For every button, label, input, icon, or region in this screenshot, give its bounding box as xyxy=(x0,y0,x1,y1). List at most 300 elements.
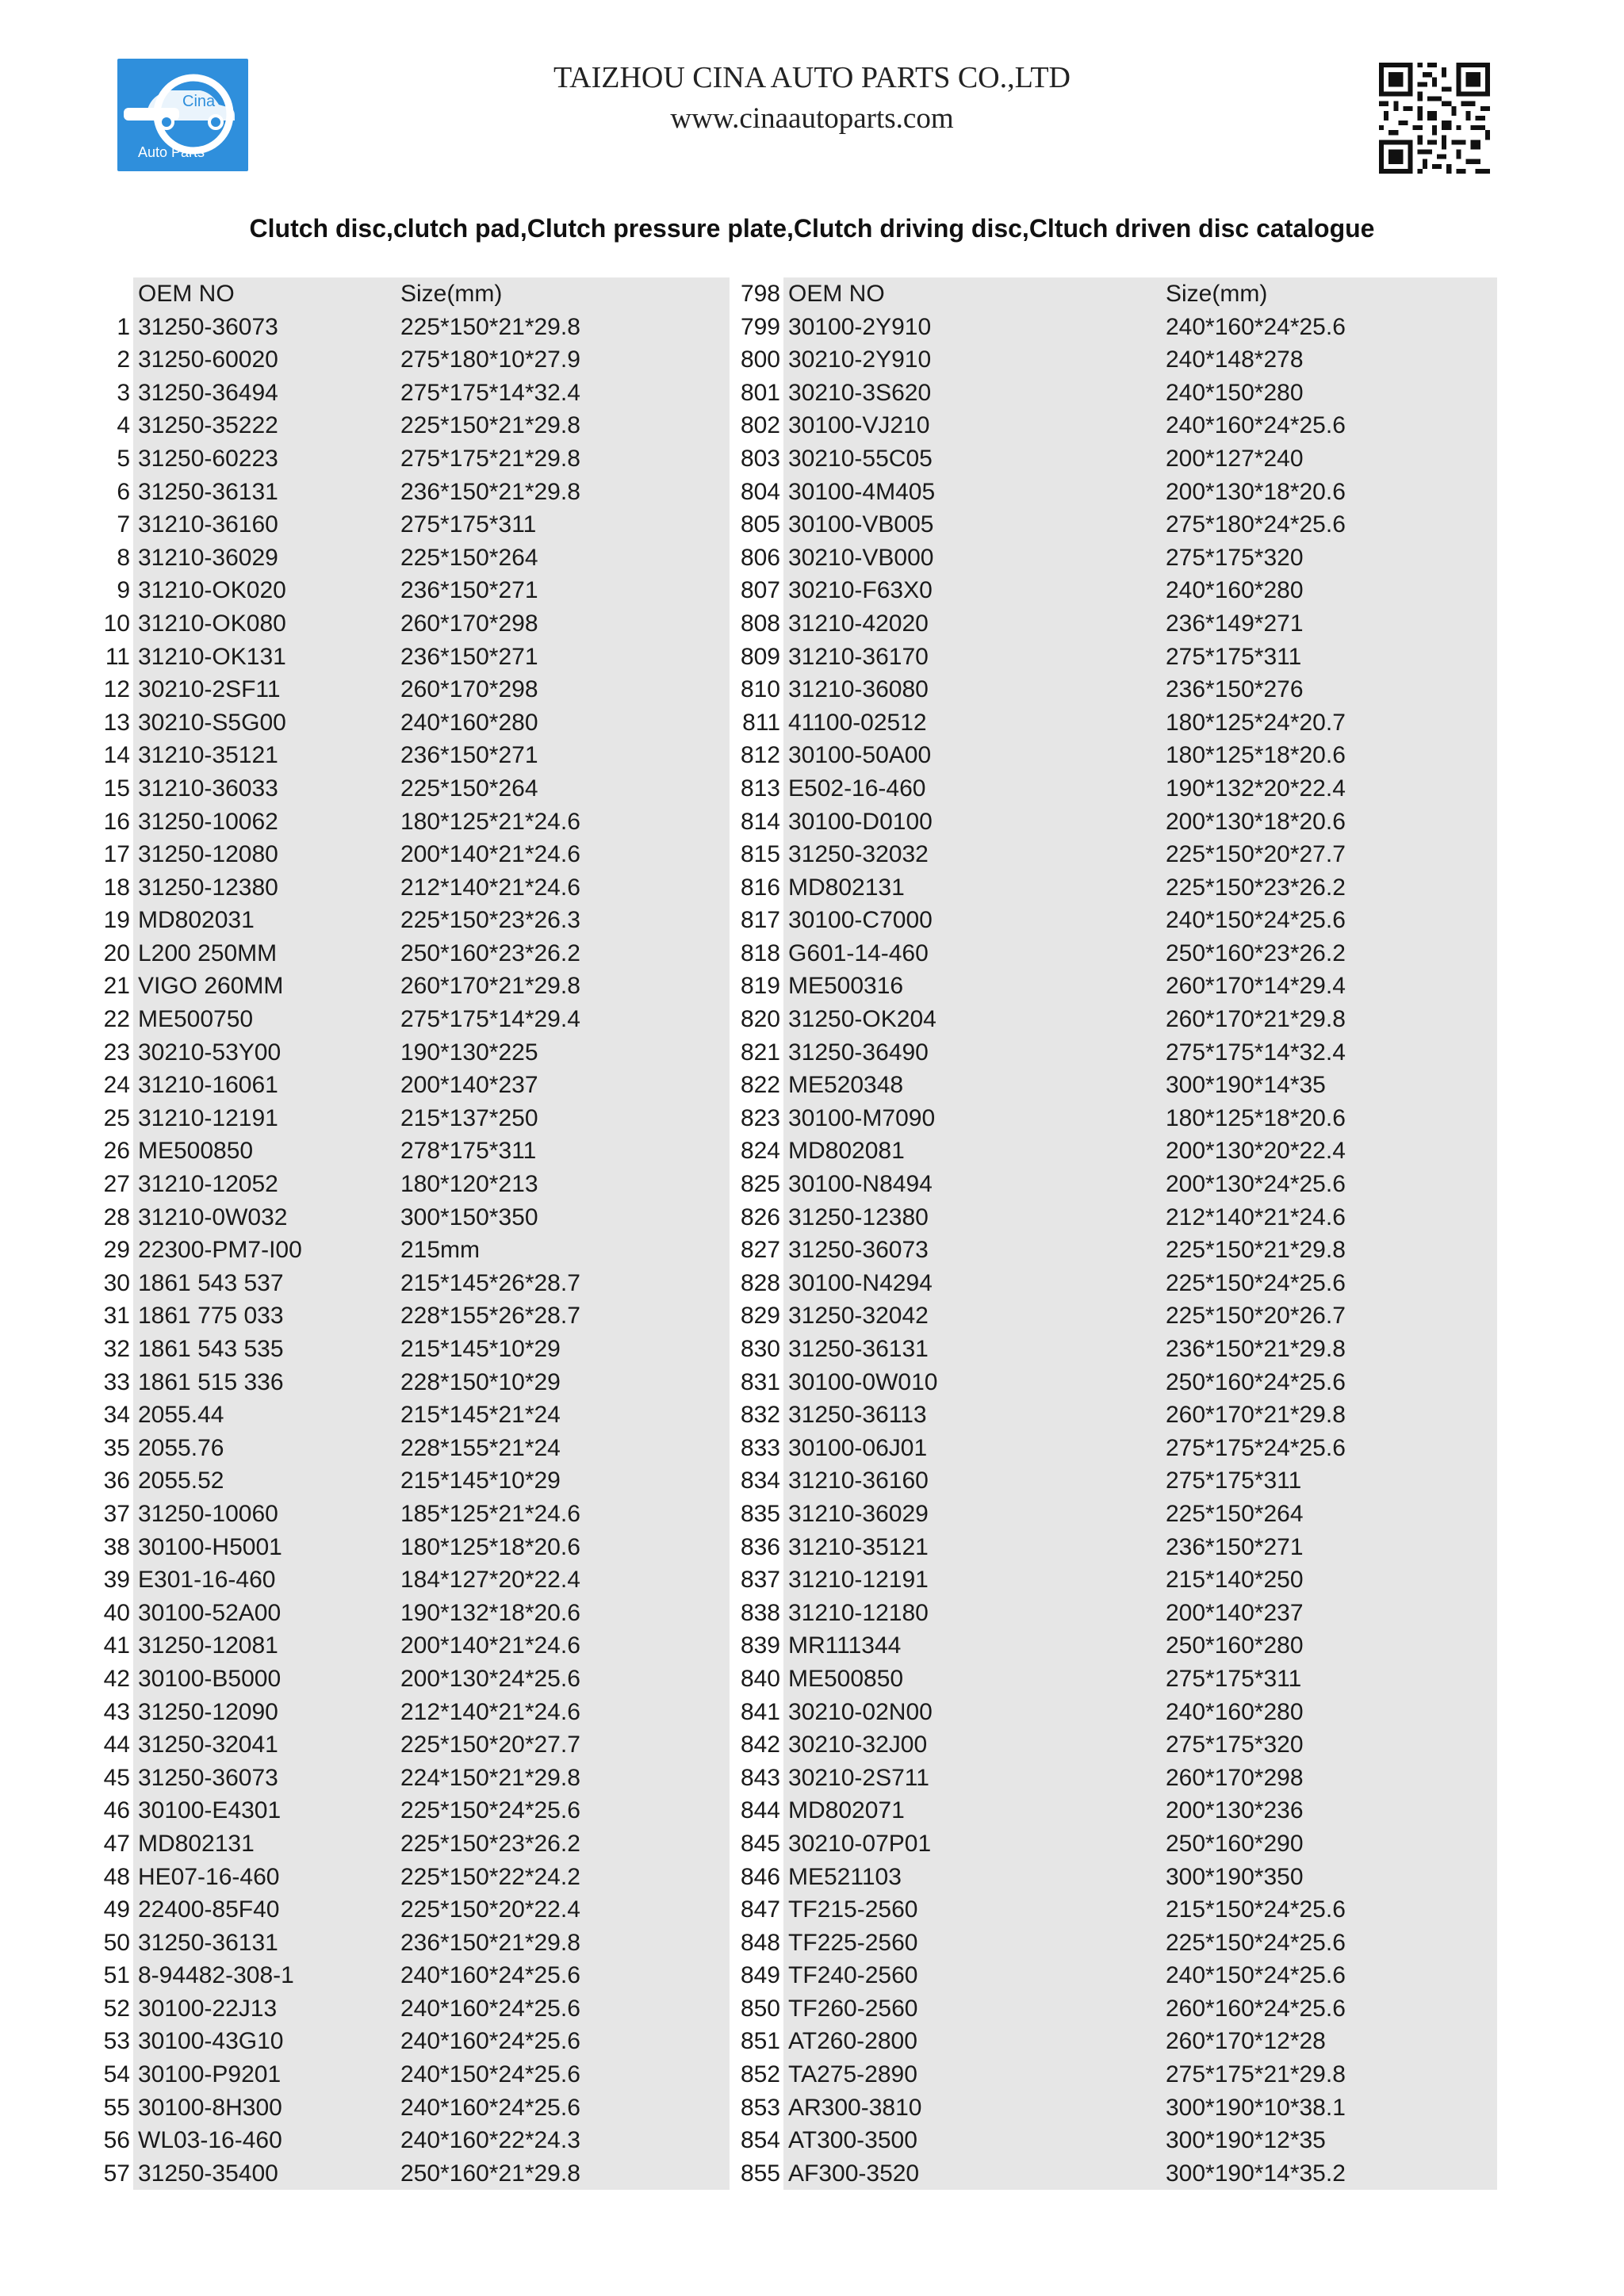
row-index: 8 xyxy=(117,544,130,571)
oem-number: 30100-H5001 xyxy=(138,1533,282,1560)
oem-number: 30100-22J13 xyxy=(138,1995,278,2022)
oem-number: MD802131 xyxy=(138,1830,255,1857)
row-index: 840 xyxy=(740,1665,780,1692)
row-index: 31 xyxy=(103,1303,130,1330)
row-index: 848 xyxy=(740,1929,780,1956)
oem-number: ME500316 xyxy=(788,973,904,1000)
size-value: 200*130*24*25.6 xyxy=(400,1665,580,1692)
row-index: 849 xyxy=(740,1962,780,1989)
oem-number: WL03-16-460 xyxy=(138,2127,282,2154)
size-value: 240*150*24*25.6 xyxy=(1166,1962,1346,1989)
row-index: 837 xyxy=(740,1567,780,1594)
oem-number: 30100-C7000 xyxy=(788,907,933,934)
size-value: 180*125*24*20.7 xyxy=(1166,709,1346,736)
row-index: 803 xyxy=(740,445,780,472)
size-value: 212*140*21*24.6 xyxy=(1166,1203,1346,1230)
size-value: 275*175*21*29.8 xyxy=(400,445,580,472)
row-index: 7 xyxy=(117,511,130,538)
size-value: 236*150*271 xyxy=(400,643,538,670)
size-value: 250*160*24*25.6 xyxy=(1166,1368,1346,1395)
oem-number: MD802081 xyxy=(788,1138,905,1165)
header-size: Size(mm) xyxy=(400,281,503,307)
row-index: 814 xyxy=(740,808,780,835)
row-index: 27 xyxy=(103,1171,130,1198)
oem-number: 31250-12081 xyxy=(138,1632,278,1659)
size-value: 200*140*21*24.6 xyxy=(400,1632,580,1659)
size-value: 240*148*278 xyxy=(1166,346,1304,373)
oem-number: 31210-OK020 xyxy=(138,577,286,604)
row-index: 33 xyxy=(103,1368,130,1395)
row-index: 825 xyxy=(740,1171,780,1198)
oem-number: TF260-2560 xyxy=(788,1995,918,2022)
size-value: 260*170*298 xyxy=(400,676,538,703)
size-value: 185*125*21*24.6 xyxy=(400,1500,580,1527)
row-index: 810 xyxy=(740,676,780,703)
oem-number: 31250-36494 xyxy=(138,379,278,406)
row-index: 836 xyxy=(740,1533,780,1560)
row-index: 53 xyxy=(103,2028,130,2055)
size-value: 275*175*14*32.4 xyxy=(400,379,580,406)
size-value: 260*170*298 xyxy=(400,610,538,637)
size-value: 180*125*18*20.6 xyxy=(400,1533,580,1560)
size-value: 225*150*21*29.8 xyxy=(1166,1237,1346,1264)
oem-number: ME500750 xyxy=(138,1006,254,1033)
size-value: 250*160*23*26.2 xyxy=(1166,939,1346,966)
oem-number: L200 250MM xyxy=(138,939,278,966)
row-index: 29 xyxy=(103,1237,130,1264)
oem-number: 31250-10060 xyxy=(138,1500,278,1527)
oem-number: AT300-3500 xyxy=(788,2127,917,2154)
size-value: 190*132*18*20.6 xyxy=(400,1599,580,1626)
row-index: 832 xyxy=(740,1402,780,1429)
row-index: 4 xyxy=(117,412,130,439)
row-index: 54 xyxy=(103,2061,130,2088)
size-value: 225*150*21*29.8 xyxy=(400,412,580,439)
row-index: 22 xyxy=(103,1006,130,1033)
oem-number: 31210-OK080 xyxy=(138,610,286,637)
oem-number: 30100-E4301 xyxy=(138,1797,282,1824)
oem-number: 31250-32042 xyxy=(788,1303,929,1330)
size-value: 275*175*320 xyxy=(1166,544,1304,571)
oem-number: 31250-12080 xyxy=(138,841,278,868)
oem-number: 30210-S5G00 xyxy=(138,709,286,736)
row-index: 841 xyxy=(740,1698,780,1725)
size-value: 180*125*18*20.6 xyxy=(1166,1104,1346,1131)
row-index: 843 xyxy=(740,1764,780,1791)
row-index: 853 xyxy=(740,2094,780,2121)
size-value: 240*160*24*25.6 xyxy=(1166,412,1346,439)
row-index: 21 xyxy=(103,973,130,1000)
size-value: 215*150*24*25.6 xyxy=(1166,1896,1346,1923)
size-value: 225*150*23*26.2 xyxy=(1166,874,1346,901)
size-value: 228*150*10*29 xyxy=(400,1368,561,1395)
size-value: 275*175*14*32.4 xyxy=(1166,1039,1346,1066)
oem-number: 31210-36029 xyxy=(138,544,278,571)
row-index: 15 xyxy=(103,775,130,802)
oem-number: 31250-12380 xyxy=(138,874,278,901)
company-website: www.cinaautoparts.com xyxy=(670,102,954,135)
row-index: 833 xyxy=(740,1434,780,1461)
oem-number: 31210-16061 xyxy=(138,1072,278,1099)
oem-number: 31210-OK131 xyxy=(138,643,286,670)
size-value: 240*150*280 xyxy=(1166,379,1304,406)
row-index: 5 xyxy=(117,445,130,472)
size-value: 225*150*264 xyxy=(400,544,538,571)
size-value: 240*160*22*24.3 xyxy=(400,2127,580,2154)
oem-number: 30100-VJ210 xyxy=(788,412,930,439)
size-value: 215*145*10*29 xyxy=(400,1336,561,1362)
size-value: 236*150*276 xyxy=(1166,676,1304,703)
oem-number: 30210-VB000 xyxy=(788,544,934,571)
size-value: 300*190*350 xyxy=(1166,1863,1304,1890)
row-index: 823 xyxy=(740,1104,780,1131)
oem-number: 31210-36170 xyxy=(788,643,929,670)
size-value: 278*175*311 xyxy=(400,1138,537,1165)
logo-text-bottom: Auto Parts xyxy=(138,144,205,160)
size-value: 275*180*10*27.9 xyxy=(400,346,580,373)
size-value: 200*140*237 xyxy=(1166,1599,1304,1626)
size-value: 250*160*290 xyxy=(1166,1830,1304,1857)
oem-number: 31210-35121 xyxy=(138,742,278,769)
size-value: 200*140*237 xyxy=(400,1072,538,1099)
oem-number: 31250-36490 xyxy=(788,1039,929,1066)
oem-number: 2055.76 xyxy=(138,1434,224,1461)
oem-number: 31250-36131 xyxy=(138,478,278,505)
oem-number: AT260-2800 xyxy=(788,2028,917,2055)
oem-number: 30100-M7090 xyxy=(788,1104,936,1131)
row-index: 807 xyxy=(740,577,780,604)
size-value: 212*140*21*24.6 xyxy=(400,1698,580,1725)
row-index: 19 xyxy=(103,907,130,934)
row-index: 844 xyxy=(740,1797,780,1824)
size-value: 184*127*20*22.4 xyxy=(400,1567,580,1594)
row-index: 851 xyxy=(740,2028,780,2055)
size-value: 275*175*311 xyxy=(1166,643,1302,670)
oem-number: AR300-3810 xyxy=(788,2094,922,2121)
row-index: 850 xyxy=(740,1995,780,2022)
row-index: 20 xyxy=(103,939,130,966)
row-index: 838 xyxy=(740,1599,780,1626)
oem-number: 1861 543 537 xyxy=(138,1269,284,1296)
row-index: 26 xyxy=(103,1138,130,1165)
size-value: 260*170*21*29.8 xyxy=(1166,1006,1346,1033)
size-value: 212*140*21*24.6 xyxy=(400,874,580,901)
oem-number: 30100-43G10 xyxy=(138,2028,284,2055)
row-index: 827 xyxy=(740,1237,780,1264)
oem-number: 1861 515 336 xyxy=(138,1368,284,1395)
size-value: 200*130*18*20.6 xyxy=(1166,808,1346,835)
oem-number: 31250-12380 xyxy=(788,1203,929,1230)
oem-number: 30210-2S711 xyxy=(788,1764,929,1791)
oem-number: 30100-B5000 xyxy=(138,1665,282,1692)
row-index: 25 xyxy=(103,1104,130,1131)
size-value: 260*170*14*29.4 xyxy=(1166,973,1346,1000)
size-value: 275*180*24*25.6 xyxy=(1166,511,1346,538)
size-value: 225*150*264 xyxy=(400,775,538,802)
oem-number: 30210-55C05 xyxy=(788,445,933,472)
size-value: 225*150*20*27.7 xyxy=(400,1732,580,1758)
row-index: 10 xyxy=(103,610,130,637)
row-index: 44 xyxy=(103,1732,130,1758)
oem-number: TA275-2890 xyxy=(788,2061,917,2088)
row-index: 34 xyxy=(103,1402,130,1429)
header-index: 798 xyxy=(740,281,780,307)
oem-number: 30100-N8494 xyxy=(788,1171,933,1198)
logo-text-top: Cina xyxy=(182,93,216,110)
oem-number: 31250-35400 xyxy=(138,2160,278,2187)
oem-number: AF300-3520 xyxy=(788,2160,920,2187)
header-oem-no: OEM NO xyxy=(788,281,885,307)
size-value: 225*150*24*25.6 xyxy=(400,1797,580,1824)
size-value: 215*145*10*29 xyxy=(400,1468,561,1494)
oem-number: 31250-36073 xyxy=(788,1237,929,1264)
oem-number: 31250-12090 xyxy=(138,1698,278,1725)
row-index: 800 xyxy=(740,346,780,373)
size-value: 215*145*26*28.7 xyxy=(400,1269,580,1296)
size-value: 200*130*24*25.6 xyxy=(1166,1171,1346,1198)
row-index: 834 xyxy=(740,1468,780,1494)
row-index: 831 xyxy=(740,1368,780,1395)
row-index: 36 xyxy=(103,1468,130,1494)
size-value: 228*155*21*24 xyxy=(400,1434,561,1461)
oem-number: 30100-0W010 xyxy=(788,1368,938,1395)
oem-number: 31250-60223 xyxy=(138,445,278,472)
oem-number: 31210-35121 xyxy=(788,1533,929,1560)
oem-number: HE07-16-460 xyxy=(138,1863,280,1890)
row-index: 824 xyxy=(740,1138,780,1165)
oem-number: 30210-02N00 xyxy=(788,1698,933,1725)
oem-number: 31250-32032 xyxy=(788,841,929,868)
row-index: 16 xyxy=(103,808,130,835)
size-value: 250*160*21*29.8 xyxy=(400,2160,580,2187)
oem-number: 31250-10062 xyxy=(138,808,278,835)
size-value: 236*150*21*29.8 xyxy=(400,478,580,505)
size-value: 225*150*20*27.7 xyxy=(1166,841,1346,868)
row-index: 830 xyxy=(740,1336,780,1362)
size-value: 250*160*280 xyxy=(1166,1632,1304,1659)
oem-number: MD802131 xyxy=(788,874,905,901)
row-index: 812 xyxy=(740,742,780,769)
row-index: 17 xyxy=(103,841,130,868)
oem-number: 30210-2SF11 xyxy=(138,676,281,703)
row-index: 9 xyxy=(117,577,130,604)
size-value: 224*150*21*29.8 xyxy=(400,1764,580,1791)
row-index: 809 xyxy=(740,643,780,670)
row-index: 816 xyxy=(740,874,780,901)
oem-number: 30100-52A00 xyxy=(138,1599,282,1626)
oem-number: 30100-N4294 xyxy=(788,1269,933,1296)
size-value: 215*145*21*24 xyxy=(400,1402,561,1429)
oem-number: 41100-02512 xyxy=(788,709,927,736)
row-index: 846 xyxy=(740,1863,780,1890)
size-value: 240*160*24*25.6 xyxy=(400,2028,580,2055)
size-value: 225*150*20*26.7 xyxy=(1166,1303,1346,1330)
size-value: 240*160*24*25.6 xyxy=(1166,313,1346,340)
size-value: 260*170*21*29.8 xyxy=(400,973,580,1000)
oem-number: 31210-42020 xyxy=(788,610,929,637)
oem-number: 31250-36131 xyxy=(138,1929,278,1956)
row-index: 52 xyxy=(103,1995,130,2022)
oem-number: 31210-12191 xyxy=(138,1104,278,1131)
row-index: 55 xyxy=(103,2094,130,2121)
row-index: 30 xyxy=(103,1269,130,1296)
oem-number: 1861 775 033 xyxy=(138,1303,284,1330)
size-value: 240*160*280 xyxy=(1166,577,1304,604)
oem-number: ME521103 xyxy=(788,1863,902,1890)
oem-number: 30210-2Y910 xyxy=(788,346,932,373)
row-index: 35 xyxy=(103,1434,130,1461)
size-value: 200*127*240 xyxy=(1166,445,1304,472)
row-index: 57 xyxy=(103,2160,130,2187)
size-value: 225*150*20*22.4 xyxy=(400,1896,580,1923)
oem-number: 30100-8H300 xyxy=(138,2094,282,2121)
row-index: 835 xyxy=(740,1500,780,1527)
catalogue-title: Clutch disc,clutch pad,Clutch pressure plate,Clutch driving disc,Cltuch driven disc catalogue xyxy=(249,214,1375,243)
size-value: 300*150*350 xyxy=(400,1203,538,1230)
row-index: 828 xyxy=(740,1269,780,1296)
row-index: 799 xyxy=(740,313,780,340)
size-value: 275*175*320 xyxy=(1166,1732,1304,1758)
oem-number: 31210-36033 xyxy=(138,775,278,802)
oem-number: ME500850 xyxy=(788,1665,904,1692)
oem-number: G601-14-460 xyxy=(788,939,929,966)
row-index: 28 xyxy=(103,1203,130,1230)
row-index: 804 xyxy=(740,478,780,505)
oem-number: 30210-3S620 xyxy=(788,379,932,406)
row-index: 802 xyxy=(740,412,780,439)
row-index: 855 xyxy=(740,2160,780,2187)
row-index: 811 xyxy=(742,709,780,736)
row-index: 40 xyxy=(103,1599,130,1626)
size-value: 200*130*18*20.6 xyxy=(1166,478,1346,505)
oem-number: 30100-2Y910 xyxy=(788,313,932,340)
size-value: 240*160*24*25.6 xyxy=(400,1962,580,1989)
row-index: 815 xyxy=(740,841,780,868)
size-value: 190*130*225 xyxy=(400,1039,538,1066)
row-index: 818 xyxy=(740,939,780,966)
oem-number: 31250-36131 xyxy=(788,1336,929,1362)
row-index: 813 xyxy=(740,775,780,802)
oem-number: MR111344 xyxy=(788,1632,902,1659)
row-index: 1 xyxy=(117,313,130,340)
size-value: 225*150*264 xyxy=(1166,1500,1304,1527)
oem-number: TF215-2560 xyxy=(788,1896,918,1923)
row-index: 41 xyxy=(103,1632,130,1659)
size-value: 215mm xyxy=(400,1237,481,1264)
size-value: 190*132*20*22.4 xyxy=(1166,775,1346,802)
qr-code-icon xyxy=(1374,58,1495,178)
size-value: 228*155*26*28.7 xyxy=(400,1303,580,1330)
size-value: 275*175*311 xyxy=(1166,1468,1302,1494)
row-index: 13 xyxy=(103,709,130,736)
oem-number: MD802071 xyxy=(788,1797,905,1824)
size-value: 275*175*21*29.8 xyxy=(1166,2061,1346,2088)
oem-number: 31210-12191 xyxy=(788,1567,929,1594)
oem-number: 30210-32J00 xyxy=(788,1732,928,1758)
row-index: 39 xyxy=(103,1567,130,1594)
size-value: 180*120*213 xyxy=(400,1171,538,1198)
row-index: 47 xyxy=(103,1830,130,1857)
size-value: 180*125*21*24.6 xyxy=(400,808,580,835)
row-index: 2 xyxy=(117,346,130,373)
row-index: 822 xyxy=(740,1072,780,1099)
row-index: 821 xyxy=(740,1039,780,1066)
size-value: 275*175*24*25.6 xyxy=(1166,1434,1346,1461)
size-value: 240*150*24*25.6 xyxy=(400,2061,580,2088)
oem-number: 31210-36160 xyxy=(138,511,278,538)
oem-number: MD802031 xyxy=(138,907,255,934)
oem-number: 31250-36113 xyxy=(788,1402,927,1429)
oem-number: 1861 543 535 xyxy=(138,1336,284,1362)
size-value: 240*160*24*25.6 xyxy=(400,2094,580,2121)
row-index: 48 xyxy=(103,1863,130,1890)
oem-number: 8-94482-308-1 xyxy=(138,1962,294,1989)
row-index: 801 xyxy=(740,379,780,406)
oem-number: 30100-P9201 xyxy=(138,2061,282,2088)
oem-number: TF225-2560 xyxy=(788,1929,918,1956)
size-value: 225*150*23*26.3 xyxy=(400,907,580,934)
oem-number: 31250-OK204 xyxy=(788,1006,936,1033)
row-index: 826 xyxy=(740,1203,780,1230)
row-index: 839 xyxy=(740,1632,780,1659)
oem-number: ME520348 xyxy=(788,1072,904,1099)
row-index: 24 xyxy=(103,1072,130,1099)
row-index: 3 xyxy=(117,379,130,406)
oem-number: 31210-12180 xyxy=(788,1599,929,1626)
row-index: 820 xyxy=(740,1006,780,1033)
oem-number: 31210-36080 xyxy=(788,676,929,703)
size-value: 236*150*21*29.8 xyxy=(400,1929,580,1956)
row-index: 852 xyxy=(740,2061,780,2088)
size-value: 236*150*271 xyxy=(400,742,538,769)
size-value: 300*190*14*35.2 xyxy=(1166,2160,1346,2187)
size-value: 225*150*22*24.2 xyxy=(400,1863,580,1890)
size-value: 260*170*12*28 xyxy=(1166,2028,1326,2055)
oem-number: 31250-32041 xyxy=(138,1732,278,1758)
row-index: 37 xyxy=(103,1500,130,1527)
oem-number: 2055.44 xyxy=(138,1402,224,1429)
size-value: 236*150*21*29.8 xyxy=(1166,1336,1346,1362)
size-value: 200*130*20*22.4 xyxy=(1166,1138,1346,1165)
row-index: 847 xyxy=(740,1896,780,1923)
company-name: TAIZHOU CINA AUTO PARTS CO.,LTD xyxy=(553,61,1071,94)
size-value: 250*160*23*26.2 xyxy=(400,939,580,966)
page-header xyxy=(0,0,1624,190)
oem-number: 31210-36160 xyxy=(788,1468,929,1494)
oem-number: TF240-2560 xyxy=(788,1962,918,1989)
size-value: 275*175*311 xyxy=(400,511,537,538)
oem-number: 30100-06J01 xyxy=(788,1434,928,1461)
row-index: 805 xyxy=(740,511,780,538)
row-index: 808 xyxy=(740,610,780,637)
row-index: 43 xyxy=(103,1698,130,1725)
size-value: 300*190*10*38.1 xyxy=(1166,2094,1346,2121)
row-index: 829 xyxy=(740,1303,780,1330)
oem-number: 31210-0W032 xyxy=(138,1203,288,1230)
oem-number: 31250-36073 xyxy=(138,313,278,340)
size-value: 260*170*21*29.8 xyxy=(1166,1402,1346,1429)
row-index: 46 xyxy=(103,1797,130,1824)
oem-number: 30100-VB005 xyxy=(788,511,934,538)
oem-number: 30100-50A00 xyxy=(788,742,932,769)
size-value: 240*160*280 xyxy=(400,709,538,736)
size-value: 240*160*280 xyxy=(1166,1698,1304,1725)
oem-number: 31250-35222 xyxy=(138,412,278,439)
oem-number: 31210-12052 xyxy=(138,1171,278,1198)
size-value: 300*190*14*35 xyxy=(1166,1072,1326,1099)
row-index: 6 xyxy=(117,478,130,505)
oem-number: 22300-PM7-I00 xyxy=(138,1237,302,1264)
